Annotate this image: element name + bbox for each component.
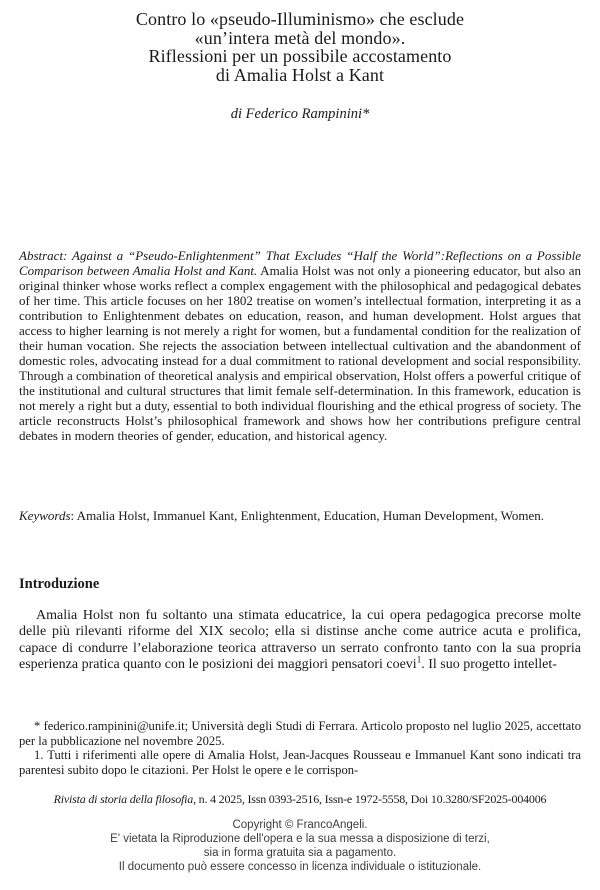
copyright-line-1: Copyright © FrancoAngeli. <box>232 819 368 831</box>
article-title-line-1: Contro lo «pseudo-Illuminismo» che esclude <box>135 9 465 29</box>
footnote-1: 1. Tutti i riferimenti alle opere di Amalia Holst, Jean-Jacques Rousseau e Immanuel Kant sono indicati tra parentesi subito dopo le citazioni. Per Holst le opere e le corrispon- <box>19 748 581 778</box>
intro-paragraph <box>19 608 581 674</box>
article-title <box>19 10 581 84</box>
abstract-body: Amalia Holst was not only a pioneering educator, but also an original thinker whose works reflect a complex engagement with the philosophical and pedagogical debates of her time. This article focuses on her 1802 treatise on women’s intellectual formation, interpreting it as a contribution to Enlightenment debates on education, reason, and human development. Holst argues that access to higher learning is not merely a right for women, but a fundamental condition for the realization of their human vocation. She rejects the association between intellectual cultivation and the abandonment of domestic roles, advocating instead for a dual commitment to rational development and social responsibility. Through a combination of theoretical analysis and empirical observation, Holst offers a powerful critique of the institutional and cultural structures that limit female self-determination. In this framework, education is not merely a right but a duty, essential to both individual flourishing and the ethical progress of society. The article reconstructs Holst’s philosophical framework and shows how her contributions prefigure central debates in modern theories of gender, education, and historical agency. <box>19 263 582 443</box>
journal-name: Rivista di storia della filosofia <box>53 792 194 806</box>
author-byline: di Federico Rampinini* <box>230 106 370 122</box>
article-title-line-2: «un’intera metà del mondo». <box>194 27 406 48</box>
keywords-list: : Amalia Holst, Immanuel Kant, Enlightenment, Education, Human Development, Women. <box>70 508 545 523</box>
footnotes-section <box>19 719 581 778</box>
copyright-line-2: E' vietata la Riproduzione dell'opera e la sua messa a disposizione di terzi, <box>110 833 490 845</box>
journal-citation-line <box>19 792 581 807</box>
intro-paragraph-continuation: . Il suo progetto intellet- <box>421 657 557 673</box>
article-title-line-4: di Amalia Holst a Kant <box>215 64 385 85</box>
abstract-title: Abstract: Against a “Pseudo-Enlightenment” That Excludes “Half the World”:Reflections on a Possible Comparison between Amalia Holst and Kant. <box>19 248 581 278</box>
copyright-notice <box>0 818 600 874</box>
copyright-line-4: Il documento può essere concesso in licenza individuale o istituzionale. <box>118 861 482 873</box>
keywords-paragraph <box>19 508 581 523</box>
keywords-label: Keywords <box>19 508 71 523</box>
section-heading-introduzione: Introduzione <box>19 576 100 592</box>
footnote-star: * federico.rampinini@unife.it; Università degli Studi di Ferrara. Articolo proposto nel luglio 2025, accettato per la pubblicazione nel novembre 2025. <box>19 719 581 748</box>
footnote-ref-1: 1 <box>416 654 422 665</box>
article-title-line-3: Riflessioni per un possibile accostamento <box>148 46 452 66</box>
intro-paragraph-text: Amalia Holst non fu soltanto una stimata educatrice, la cui opera pedagogica precorse molte delle più rilevanti riforme del XIX secolo; ella si distinse anche come autrice acuta e prolifica, capace di condurre l’elaborazione teorica attraverso un serrato confronto tanto con la sua propria esperienza pratica quanto con le posizioni dei maggiori pensatori coevi <box>19 608 581 673</box>
abstract-paragraph <box>19 248 581 443</box>
journal-issue-info: , n. 4 2025, Issn 0393-2516, Issn-e 1972-5558, Doi 10.3280/SF2025-004006 <box>193 792 547 806</box>
copyright-line-3: sia in forma gratuita sia a pagamento. <box>203 847 397 859</box>
